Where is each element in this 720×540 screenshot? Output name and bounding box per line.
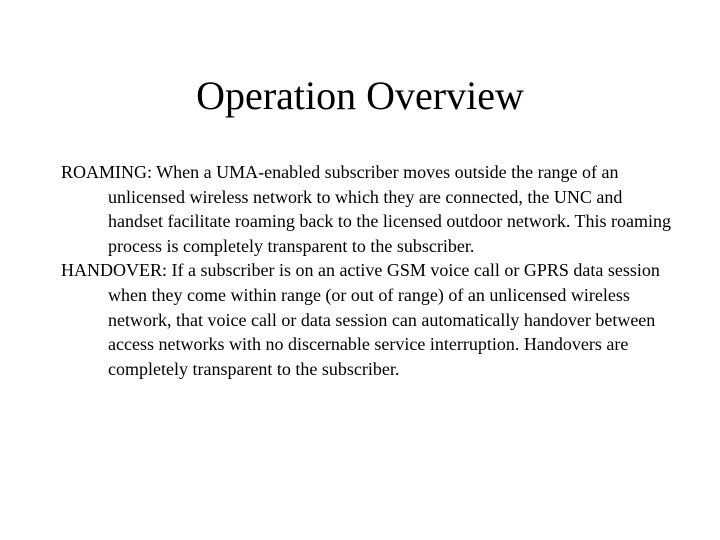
slide-title: Operation Overview	[196, 73, 524, 118]
slide-body	[61, 160, 681, 381]
handover-paragraph: HANDOVER: If a subscriber is on an active GSM voice call or GPRS data session when they come within range (or out of range) of an unlicensed wireless network, that voice call or data session can automatically handover between access networks with no discernable service interruption. Handovers are completely transparent to the subscriber.	[61, 260, 660, 379]
roaming-paragraph: ROAMING: When a UMA-enabled subscriber moves outside the range of an unlicensed wireless network to which they are connected, the UNC and handset facilitate roaming back to the licensed outdoor network. This roaming process is completely transparent to the subscriber.	[61, 162, 672, 256]
